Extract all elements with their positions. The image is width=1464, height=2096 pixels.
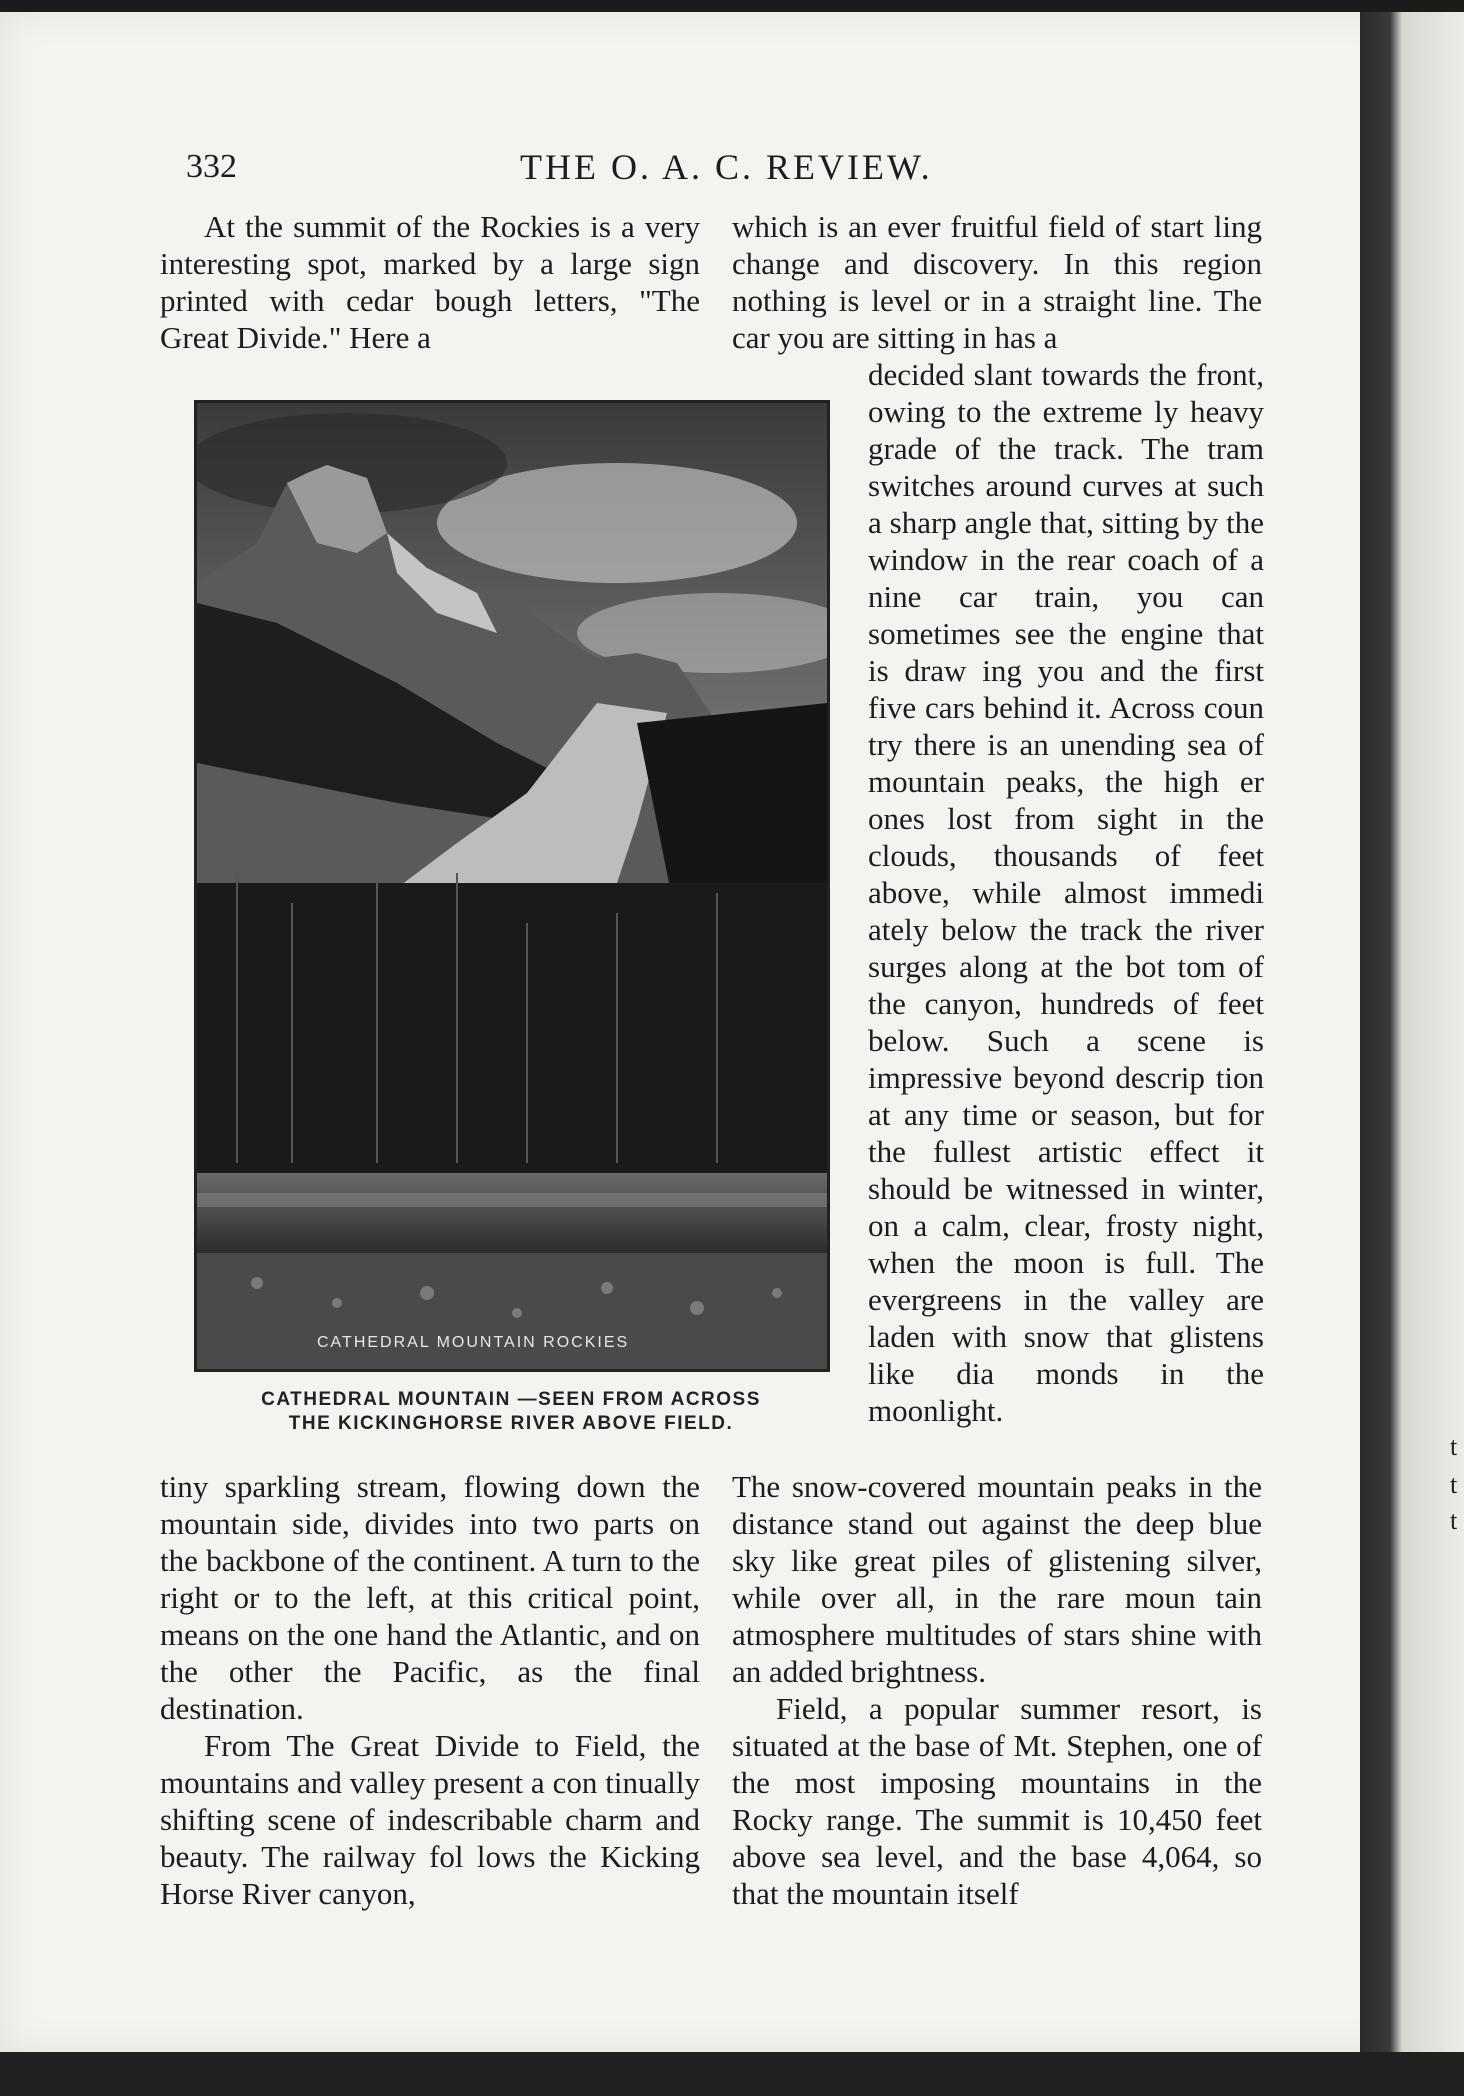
page-number: 332 xyxy=(186,148,237,185)
scan-border xyxy=(0,2052,1464,2096)
paragraph: At the summit of the Rockies is a very interesting spot, marked by a large sign printed with cedar bough letters, "The Great Divide." Here a xyxy=(160,209,700,355)
edge-char: t xyxy=(1450,1506,1458,1535)
cathedral-mountain-photo xyxy=(194,400,830,1372)
running-title: THE O. A. C. REVIEW. xyxy=(520,147,933,187)
edge-char: t xyxy=(1450,1470,1458,1499)
caption-line: CATHEDRAL MOUNTAIN —SEEN FROM ACROSS xyxy=(261,1389,761,1410)
paragraph: which is an ever fruitful field of start ling change and discovery. In this region nothing is level or in a straight line. The car you are sitting in has a xyxy=(732,209,1262,355)
photo-inscription: CATHEDRAL MOUNTAIN ROCKIES xyxy=(317,1334,630,1351)
paragraph: decided slant towards the front, owing to the extreme ly heavy grade of the track. The tram switches around curves at such a sharp angle that, sitting by the window in the rear coach of a nine car train, you can sometimes see the engine that is draw ing you and the first five cars behind it. Across coun try there is an unending sea of mountain peaks, the high er ones lost from sight in the clouds, thousands of feet above, while almost immedi ately below the track the river surges along at the bot tom of the canyon, hundreds of feet below. Such a scene is impressive beyond descrip tion at any time or season, but for the fullest artistic effect it should be witnessed in winter, on a calm, clear, frosty night, when the moon is full. The evergreens in the valley are laden with snow that glistens like dia monds in the moonlight. xyxy=(868,357,1264,1428)
paragraph: The snow-covered mountain peaks in the distance stand out against the deep blue sky like great piles of glistening silver, while over all, in the rare moun tain atmosphere multitudes of stars shine with an added brightness. xyxy=(732,1469,1262,1689)
right-column-top xyxy=(732,208,1262,356)
edge-char: t xyxy=(1450,1432,1458,1461)
left-column-top xyxy=(160,208,700,356)
right-column-wrapped xyxy=(868,356,1264,1429)
paragraph: Field, a popular summer resort, is situated at the base of Mt. Stephen, one of the most imposing mountains in the Rocky range. The summit is 10,450 feet above sea level, and the base 4,064, so that the mountain itself xyxy=(732,1691,1262,1911)
left-column-bottom xyxy=(160,1468,700,1912)
paragraph: From The Great Divide to Field, the mountains and valley present a con tinually shifting scene of indescribable charm and beauty. The railway fol lows the Kicking Horse River canyon, xyxy=(160,1728,700,1911)
paragraph: tiny sparkling stream, flowing down the mountain side, divides into two parts on the backbone of the continent. A turn to the right or to the left, at this critical point, means on the one hand the Atlantic, and on the other the Pacific, as the final destination. xyxy=(160,1469,700,1726)
right-column-bottom xyxy=(732,1468,1262,1912)
photo-caption xyxy=(176,1388,846,1436)
facing-page-edge xyxy=(1360,12,1464,2052)
caption-line: THE KICKINGHORSE RIVER ABOVE FIELD. xyxy=(288,1413,734,1434)
